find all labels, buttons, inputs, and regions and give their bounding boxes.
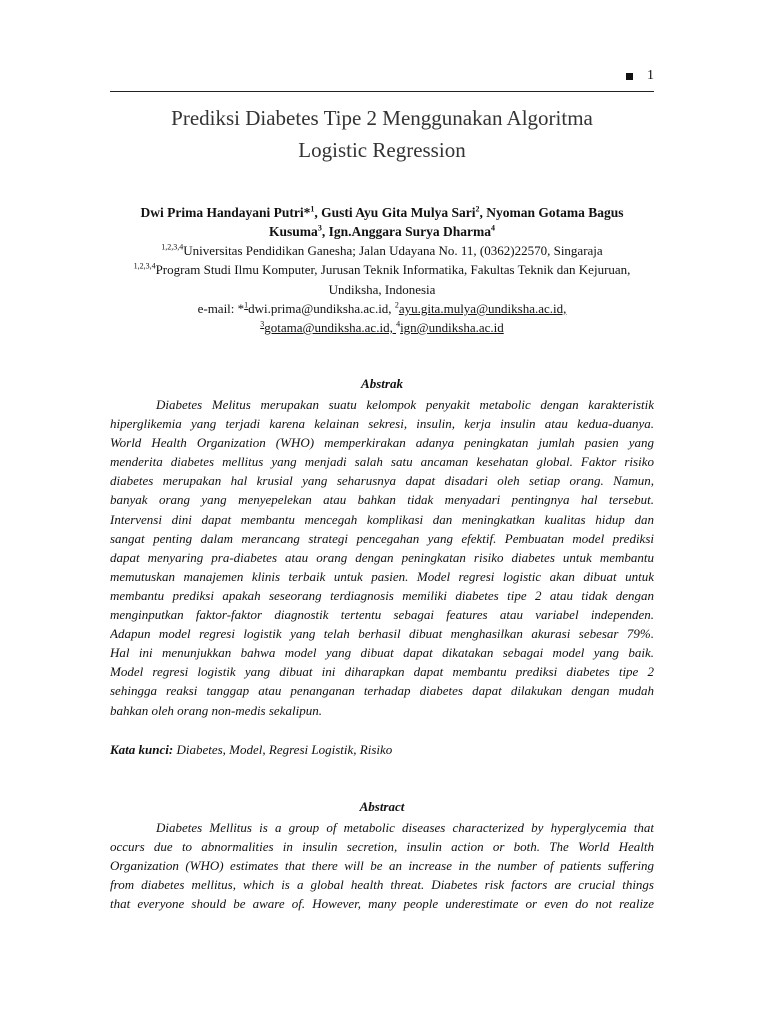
affiliation-1-text: Universitas Pendidikan Ganesha; Jalan Udayana No. 11, (0362)22570, Singaraja <box>183 243 603 258</box>
email-4-sup: 4 <box>396 319 401 329</box>
abstrak-line: World Health Organization (WHO) memperkirakan adanya peningkatan jumlah pasien yang <box>110 435 654 451</box>
title-line-2: Logistic Regression <box>298 138 466 162</box>
abstrak-heading: Abstrak <box>361 376 403 391</box>
abstrak-line: Model regresi logistik yang dibuat ini diharapkan dapat membantu prediksi diabetes tipe 2 <box>110 664 654 680</box>
abstract-line: Diabetes Mellitus is a group of metabolic diseases characterized by hyperglycemia that <box>156 820 654 835</box>
abstrak-line: dapat menyaring pra-diabetes atau orang dengan peningkatan risiko diabetes untuk membantu <box>110 549 654 565</box>
email-1[interactable]: dwi.prima@undiksha.ac.id, <box>248 301 395 316</box>
author-4: , Ign.Anggara Surya Dharma <box>321 224 491 239</box>
abstrak-line: banyak orang yang menyepelekan atau bahkan tidak menyadari pentingnya hal tersebut. <box>110 492 654 508</box>
email-3-sup: 3 <box>260 319 265 329</box>
affiliation-2 <box>110 260 654 280</box>
abstrak-line: memutuskan manajemen klinis terbaik untuk pasien. Model regresi logistic akan dibuat untuk <box>110 568 654 584</box>
email-line-1 <box>110 299 654 319</box>
author-1: Dwi Prima Handayani Putri* <box>140 205 311 220</box>
email-2[interactable]: ayu.gita.mulya@undiksha.ac.id, <box>398 301 567 316</box>
affiliation-1 <box>110 241 654 261</box>
header-rule <box>110 91 654 92</box>
abstrak-line: Intervensi dini dapat membantu mencegah komplikasi dan meningkatkan kualitas hidup dan <box>110 511 654 527</box>
email-3[interactable]: gotama@undiksha.ac.id, <box>264 320 397 335</box>
author-2-sup: 2 <box>475 204 480 214</box>
author-4-sup: 4 <box>490 223 495 233</box>
email-4[interactable]: ign@undiksha.ac.id <box>400 320 504 335</box>
email-label: e-mail: * <box>197 301 245 316</box>
affiliation-2-sup: 1,2,3,4 <box>133 261 156 271</box>
abstrak-line: diabetes merupakan hal krusial yang seharusnya dapat disadari oleh setiap orang. Namun, <box>110 473 654 489</box>
paper-title <box>110 102 654 166</box>
abstract-heading: Abstract <box>359 799 405 814</box>
abstrak-line: menginputkan faktor-faktor diagnostik tertentu sebagai features atau variabel independen. <box>110 607 654 623</box>
abstrak-line: Adapun model regresi logistik yang telah berhasil dibuat menghasilkan akurasi sebesar 79%. <box>110 626 654 642</box>
abstract-body <box>110 818 654 913</box>
abstrak-line: bahkan oleh orang non-medis sekalipun. <box>110 702 322 718</box>
author-3-sup: 3 <box>317 223 322 233</box>
email-1-sup: 1 <box>244 300 249 310</box>
author-3-cont: Kusuma <box>269 224 318 239</box>
author-3: , Nyoman Gotama Bagus <box>479 205 624 220</box>
keywords-label: Kata kunci: <box>110 742 174 757</box>
abstrak-line: menderita diabetes mellitus yang menjadi salah satu ancaman kesehatan global. Faktor risiko <box>110 454 654 470</box>
abstrak-line: membantu prediksi apakah seseorang terdiagnosis memiliki diabetes tipe 2 atau tidak dengan <box>110 587 654 603</box>
abstrak-line: Diabetes Melitus merupakan suatu kelompok penyakit metabolic dengan karakteristik <box>156 397 654 412</box>
abstract-line: occurs due to abnormalities in insulin secretion, insulin action or both. The World Health <box>110 839 654 855</box>
affiliation-3: Undiksha, Indonesia <box>328 282 436 297</box>
email-line-2 <box>110 318 654 338</box>
abstrak-line: sehingga reaksi tanggap atau penanganan terhadap diabetes dapat dilakukan dengan mudah <box>110 683 654 699</box>
affiliation-2-text: Program Studi Ilmu Komputer, Jurusan Teknik Informatika, Fakultas Teknik dan Kejuruan, <box>155 262 631 277</box>
abstrak-line: Hal ini menunjukkan bahwa model yang dibuat dapat dikatakan sebagai model yang baik. <box>110 645 654 661</box>
abstract-line: Organization (WHO) estimates that there will be an increase in the number of patients suffering <box>110 858 654 874</box>
author-1-sup: 1 <box>310 204 315 214</box>
title-line-1: Prediksi Diabetes Tipe 2 Menggunakan Algoritma <box>171 106 593 130</box>
author-list <box>110 203 654 241</box>
abstrak-body <box>110 395 654 720</box>
abstract-line: from diabetes mellitus, which is a global health threat. Diabetes risk factors are crucial things <box>110 877 654 893</box>
keywords-value: Diabetes, Model, Regresi Logistik, Risiko <box>173 742 393 757</box>
abstrak-line: sangat penting dalam merancang strategi pencegahan yang efektif. Pembuatan model prediksi <box>110 530 654 546</box>
abstract-line: that everyone should be aware of. However, many people underestimate or even do not realize <box>110 896 654 912</box>
author-2: , Gusti Ayu Gita Mulya Sari <box>314 205 476 220</box>
affiliation-1-sup: 1,2,3,4 <box>161 242 184 252</box>
keywords <box>110 742 654 758</box>
page-number: 1 <box>647 68 654 83</box>
email-2-sup: 2 <box>394 300 399 310</box>
square-bullet-icon <box>626 73 633 80</box>
abstrak-line: hiperglikemia yang terjadi karena kelainan sekresi, insulin, kerja insulin atau kedua-duanya. <box>110 416 654 432</box>
page-header <box>626 68 654 84</box>
